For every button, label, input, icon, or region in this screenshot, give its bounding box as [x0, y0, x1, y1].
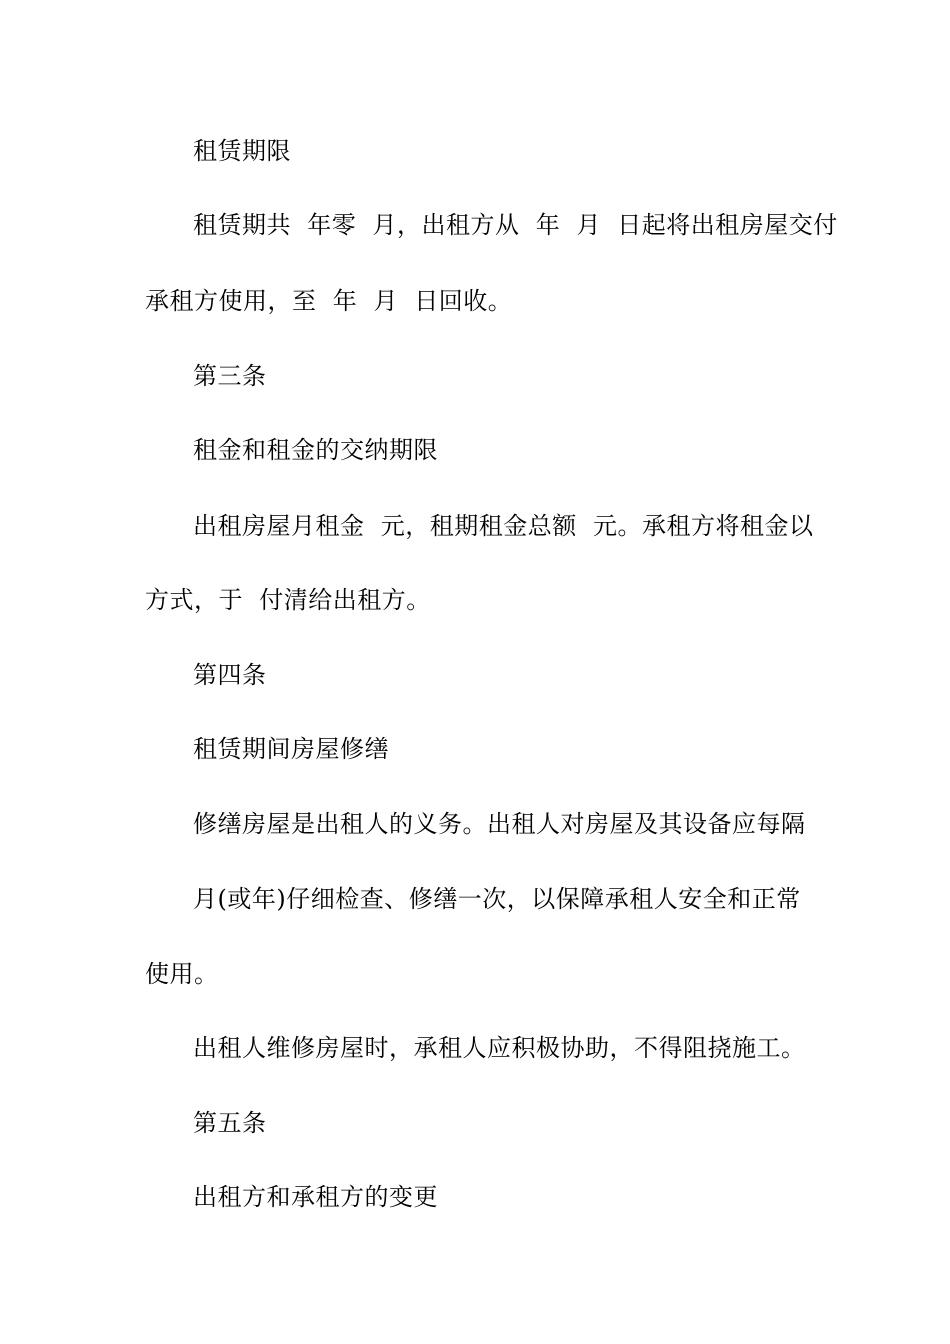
paragraph-repairs-line-3: 使用。 — [145, 960, 219, 988]
paragraph-repairs-line-2: 月(或年)仔细检查、修缮一次，以保障承租人安全和正常 — [193, 885, 801, 913]
article-3-heading: 第三条 — [193, 362, 267, 390]
heading-party-changes: 出租方和承租方的变更 — [193, 1183, 438, 1211]
paragraph-lease-term-line-2: 承租方使用，至 年 月 日回收。 — [145, 287, 513, 315]
article-4-heading: 第四条 — [193, 661, 267, 689]
paragraph-lease-term-line-1: 租赁期共 年零 月，出租方从 年 月 日起将出租房屋交付 — [193, 211, 838, 239]
article-5-heading: 第五条 — [193, 1109, 267, 1137]
heading-lease-term: 租赁期限 — [193, 137, 291, 165]
heading-repairs: 租赁期间房屋修缮 — [193, 735, 389, 763]
paragraph-rent-line-1: 出租房屋月租金 元，租期租金总额 元。承租方将租金以 — [193, 512, 814, 540]
paragraph-repairs-line-1: 修缮房屋是出租人的义务。出租人对房屋及其设备应每隔 — [193, 810, 806, 838]
paragraph-repairs-cooperation: 出租人维修房屋时，承租人应积极协助，不得阻挠施工。 — [193, 1034, 806, 1062]
paragraph-rent-line-2: 方式，于 付清给出租方。 — [145, 586, 431, 614]
heading-rent-payment: 租金和租金的交纳期限 — [193, 436, 438, 464]
